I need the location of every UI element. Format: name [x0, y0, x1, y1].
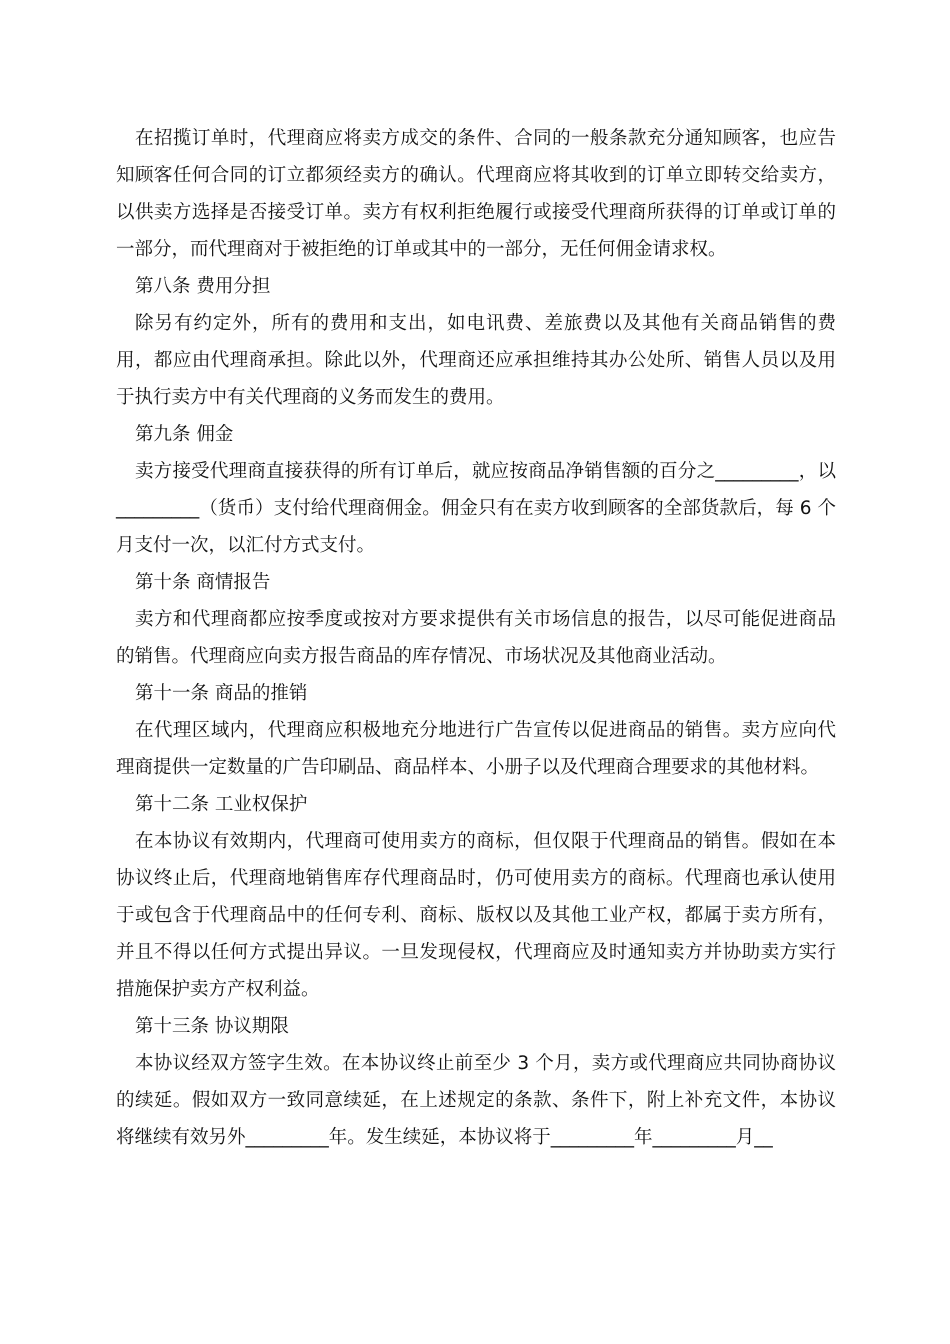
document-body: [116, 120, 836, 1156]
paragraph-expenses: 除另有约定外，所有的费用和支出，如电讯费、差旅费以及其他有关商品销售的费用，都应由代理商承担。除此以外，代理商还应承担维持其办公处所、销售人员以及用于执行卖方中有关代理商的义务而发生的费用。: [116, 313, 836, 408]
paragraph-industrial-rights: 在本协议有效期内，代理商可使用卖方的商标，但仅限于代理商品的销售。假如在本协议终止后，代理商地销售库存代理商品时，仍可使用卖方的商标。代理商也承认使用于或包含于代理商品中的任何专利、商标、版权以及其他工业产权，都属于卖方所有，并且不得以任何方式提出异议。一旦发现侵权，代理商应及时通知卖方并协助卖方实行措施保护卖方产权利益。: [116, 831, 836, 1000]
heading-article-11: 第十一条 商品的推销: [135, 683, 308, 704]
heading-article-9: 第九条 佣金: [135, 424, 234, 445]
heading-article-10: 第十条 商情报告: [135, 572, 271, 593]
heading-article-12: 第十二条 工业权保护: [135, 794, 308, 815]
paragraph-order-solicitation: 在招揽订单时，代理商应将卖方成交的条件、合同的一般条款充分通知顾客，也应告知顾客任何合同的订立都须经卖方的确认。代理商应将其收到的订单立即转交给卖方，以供卖方选择是否接受订单。卖方有权利拒绝履行或接受代理商所获得的订单或订单的一部分，而代理商对于被拒绝的订单或其中的一部分，无任何佣金请求权。: [116, 128, 836, 260]
paragraph-term: 本协议经双方签字生效。在本协议终止前至少 3 个月，卖方或代理商应共同协商协议的续延。假如双方一致同意续延，在上述规定的条款、条件下，附上补充文件，本协议将继续有效另外_________年。发生续延，本协议将于_________年_________月__: [116, 1053, 836, 1148]
paragraph-promotion: 在代理区域内，代理商应积极地充分地进行广告宣传以促进商品的销售。卖方应向代理商提供一定数量的广告印刷品、商品样本、小册子以及代理商合理要求的其他材料。: [116, 720, 836, 778]
heading-article-13: 第十三条 协议期限: [135, 1016, 289, 1037]
paragraph-market-report: 卖方和代理商都应按季度或按对方要求提供有关市场信息的报告，以尽可能促进商品的销售。代理商应向卖方报告商品的库存情况、市场状况及其他商业活动。: [116, 609, 836, 667]
heading-article-8: 第八条 费用分担: [135, 276, 271, 297]
paragraph-commission: 卖方接受代理商直接获得的所有订单后，就应按商品净销售额的百分之_________，以_________（货币）支付给代理商佣金。佣金只有在卖方收到顾客的全部货款后，每 6 个月支付一次，以汇付方式支付。: [116, 461, 836, 556]
